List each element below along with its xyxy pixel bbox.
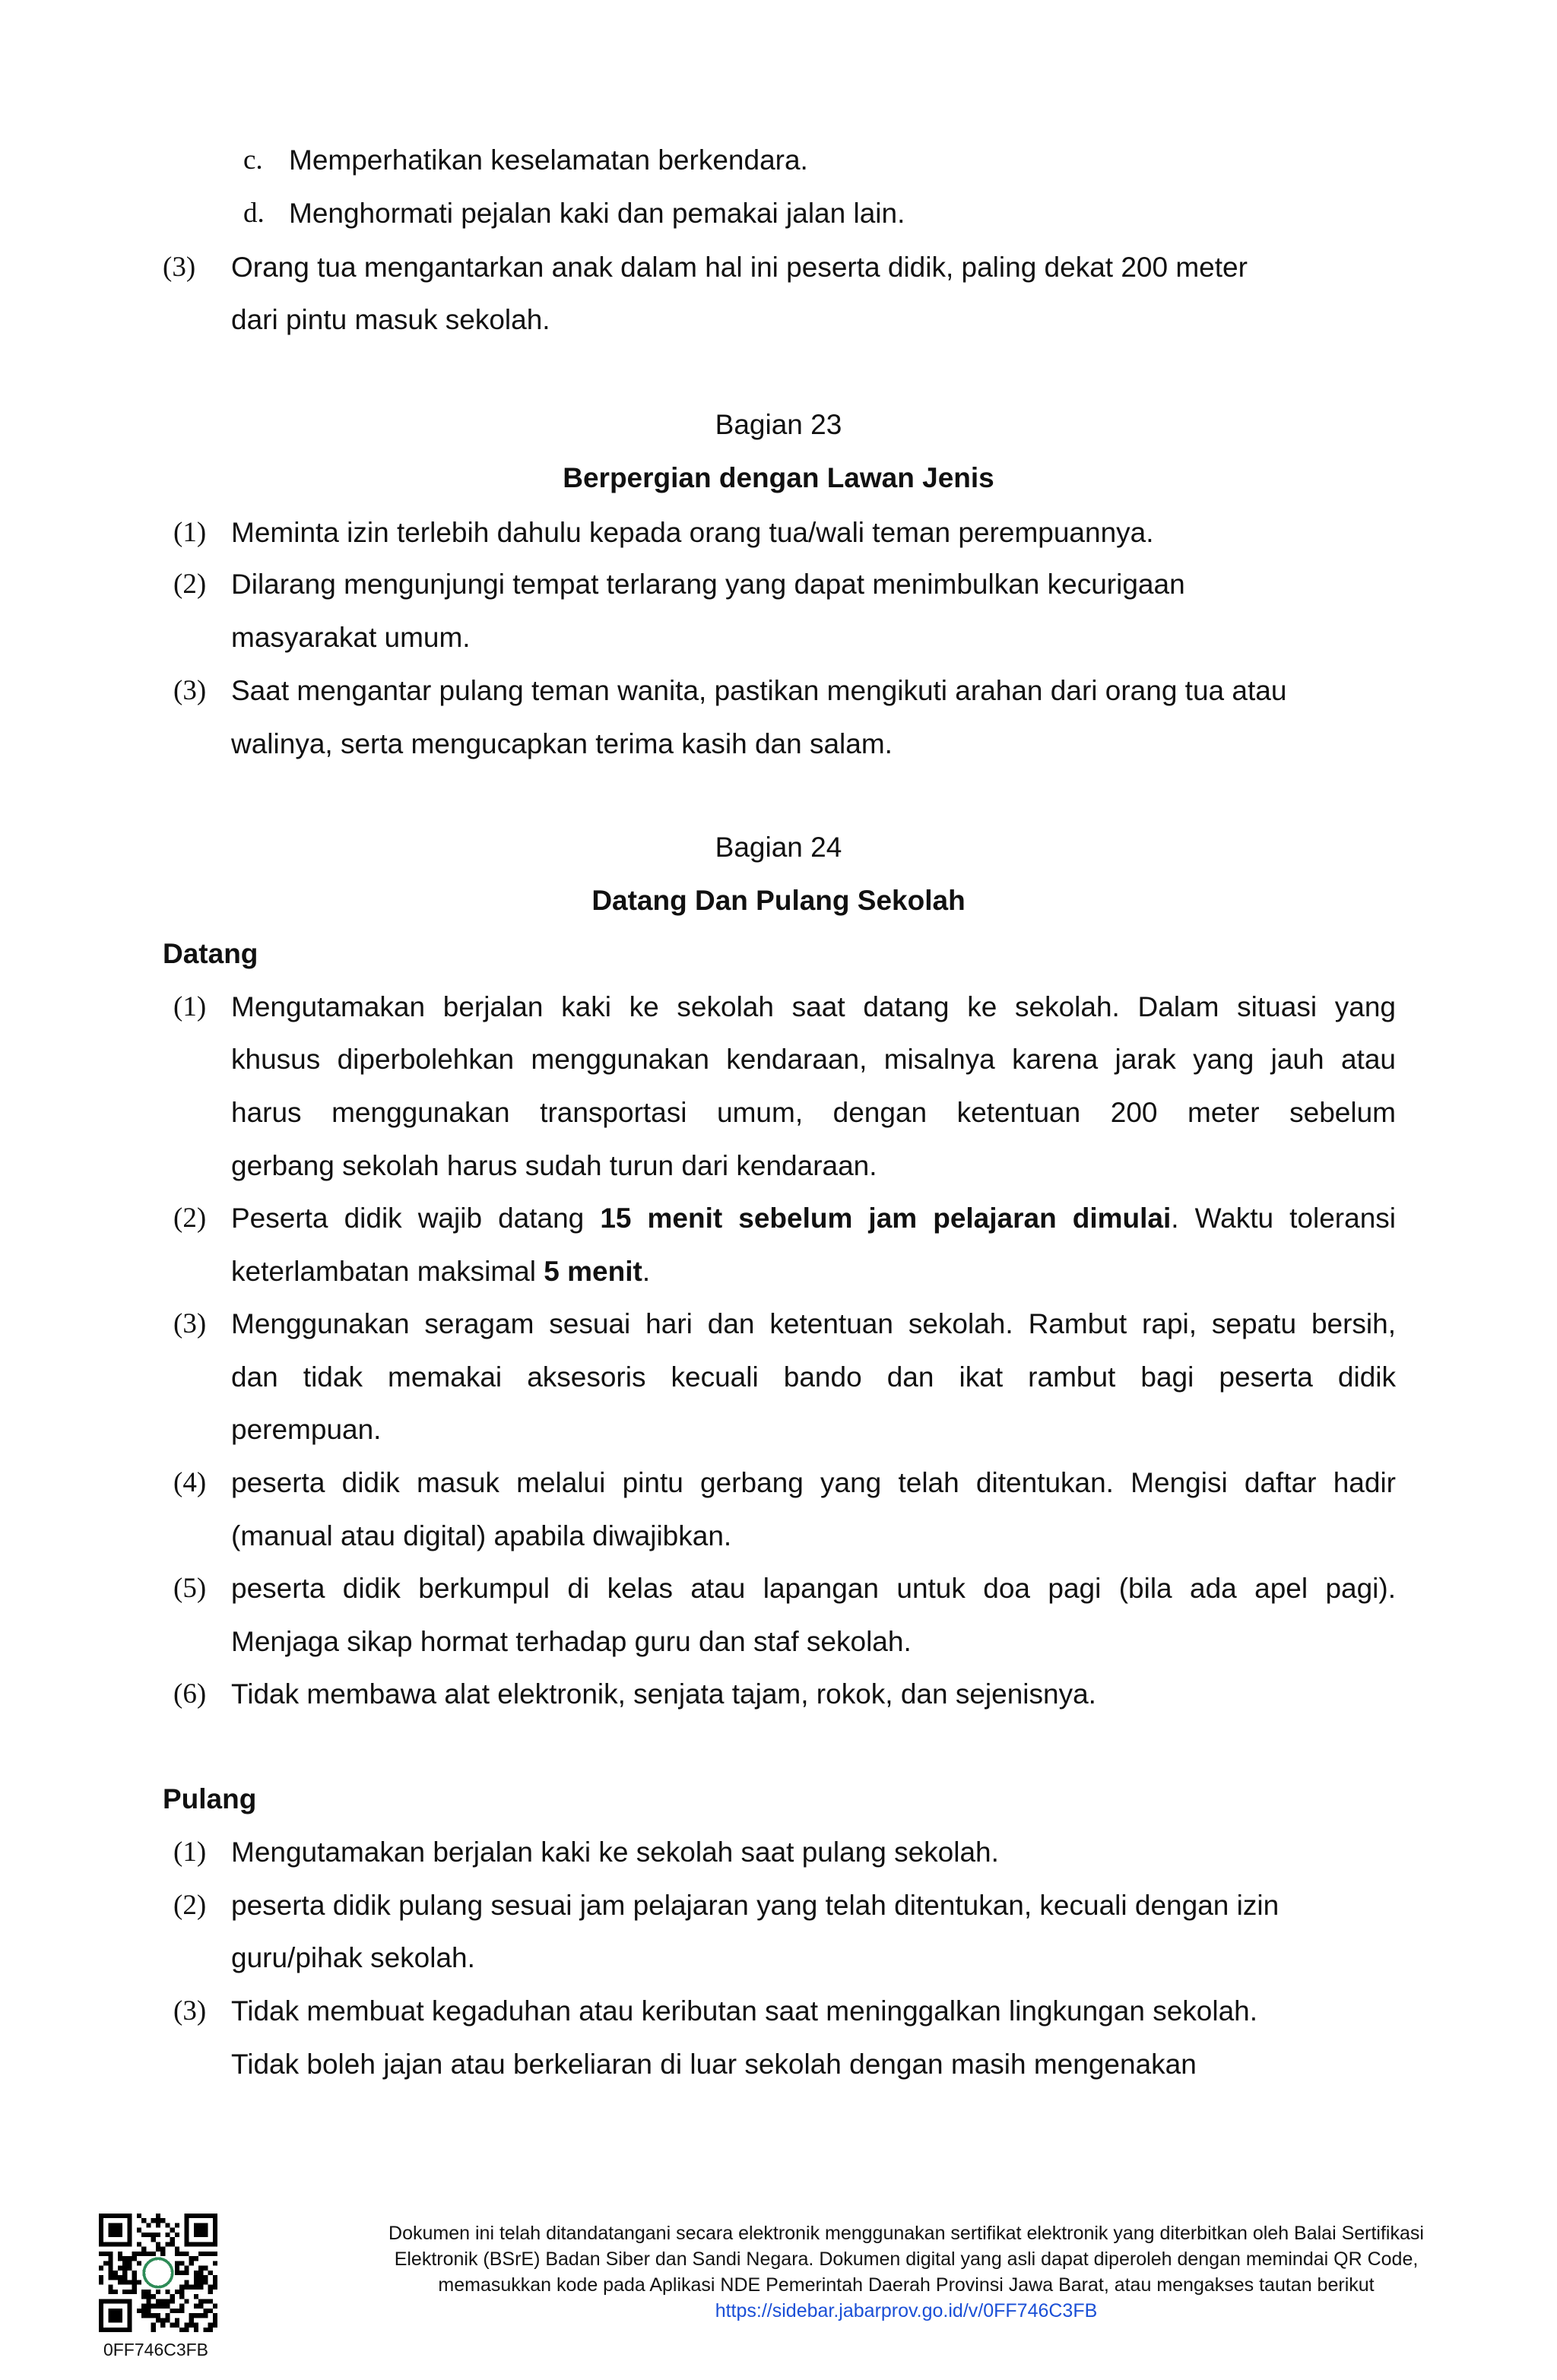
footer-notice-line: memasukkan kode pada Aplikasi NDE Pemerintah Daerah Provinsi Jawa Barat, atau mengakses tautan berikut [438, 2274, 1375, 2296]
section-title: Berpergian dengan Lawan Jenis [563, 462, 994, 493]
list-marker: (5) [173, 1573, 207, 1604]
text-span: keterlambatan maksimal [231, 1256, 544, 1287]
list-item-text: Saat mengantar pulang teman wanita, pastikan mengikuti arahan dari orang tua atau [231, 675, 1287, 706]
list-item-text: Mengutamakan berjalan kaki ke sekolah saat datang ke sekolah. Dalam situasi yang [231, 991, 1396, 1022]
footer-verification-link[interactable]: https://sidebar.jabarprov.go.id/v/0FF746C3FB [715, 2300, 1098, 2321]
list-marker: (2) [173, 1203, 207, 1234]
list-item-text: Meminta izin terlebih dahulu kepada orang tua/wali teman perempuannya. [231, 517, 1154, 548]
subsection-label: Datang [163, 938, 258, 969]
list-item-text: peserta didik pulang sesuai jam pelajaran yang telah ditentukan, kecuali dengan izin [231, 1890, 1280, 1921]
list-item-text: Menjaga sikap hormat terhadap guru dan staf sekolah. [231, 1626, 912, 1657]
section-title: Datang Dan Pulang Sekolah [591, 885, 966, 916]
list-marker: (1) [173, 1836, 207, 1868]
list-item-text: masyarakat umum. [231, 622, 471, 653]
list-item-text: Tidak membuat kegaduhan atau keributan saat meninggalkan lingkungan sekolah. [231, 1995, 1258, 2027]
list-marker: (2) [173, 1890, 207, 1921]
subsection-label: Pulang [163, 1783, 257, 1814]
list-marker: (3) [173, 675, 207, 706]
list-item-text: harus menggunakan transportasi umum, dengan ketentuan 200 meter sebelum [231, 1097, 1396, 1128]
bold-span: 15 menit sebelum jam pelajaran dimulai [600, 1203, 1172, 1234]
list-item-text: Menggunakan seragam sesuai hari dan ketentuan sekolah. Rambut rapi, sepatu bersih, [231, 1308, 1396, 1339]
footer-notice-line: Dokumen ini telah ditandatangani secara elektronik menggunakan sertifikat elektronik yang diterbitkan oleh Balai Sertifikasi [388, 2223, 1424, 2244]
list-item-text: Tidak boleh jajan atau berkeliaran di luar sekolah dengan masih mengenakan [231, 2049, 1197, 2080]
list-item-text: gerbang sekolah harus sudah turun dari kendaraan. [231, 1150, 877, 1181]
list-item-text: (manual atau digital) apabila diwajibkan. [231, 1520, 732, 1551]
list-item-text: perempuan. [231, 1414, 382, 1445]
list-item-text: khusus diperbolehkan menggunakan kendaraan, misalnya karena jarak yang jauh atau [231, 1044, 1396, 1075]
list-marker: d. [243, 198, 265, 229]
list-item-text: peserta didik berkumpul di kelas atau lapangan untuk doa pagi (bila ada apel pagi). [231, 1573, 1396, 1604]
list-marker: c. [243, 144, 263, 176]
list-item-text: Dilarang mengunjungi tempat terlarang yang dapat menimbulkan kecurigaan [231, 569, 1185, 600]
list-item-text [231, 1204, 1396, 1232]
list-item-text: dari pintu masuk sekolah. [231, 304, 550, 335]
section-heading: Bagian 23 [715, 409, 842, 440]
list-marker: (3) [173, 1308, 207, 1339]
text-span: . Waktu toleransi [1171, 1203, 1397, 1234]
list-marker: (4) [173, 1467, 207, 1498]
footer-notice-line: Elektronik (BSrE) Badan Siber dan Sandi Negara. Dokumen digital yang asli dapat diperoleh dengan memindai QR Code, [394, 2248, 1419, 2270]
list-item-text: Tidak membawa alat elektronik, senjata tajam, rokok, dan sejenisnya. [231, 1678, 1096, 1710]
list-item-text [231, 1257, 650, 1285]
qr-code-icon[interactable] [99, 2214, 217, 2332]
section-heading: Bagian 24 [715, 832, 842, 863]
text-span: Peserta didik wajib datang [231, 1203, 601, 1234]
list-item-text: Menghormati pejalan kaki dan pemakai jalan lain. [289, 198, 905, 229]
bold-span: 5 menit [544, 1256, 642, 1287]
list-item-text: Orang tua mengantarkan anak dalam hal ini peserta didik, paling dekat 200 meter [231, 252, 1248, 283]
list-item-text: walinya, serta mengucapkan terima kasih dan salam. [231, 728, 893, 759]
list-item-text: guru/pihak sekolah. [231, 1942, 475, 1973]
list-marker: (1) [173, 517, 207, 548]
qr-code-label: 0FF746C3FB [103, 2340, 209, 2359]
list-marker: (2) [173, 569, 207, 600]
list-item-text: dan tidak memakai aksesoris kecuali bando dan ikat rambut bagi peserta didik [231, 1361, 1396, 1393]
list-item-text: peserta didik masuk melalui pintu gerbang yang telah ditentukan. Mengisi daftar hadir [231, 1467, 1396, 1498]
list-item-text: Mengutamakan berjalan kaki ke sekolah saat pulang sekolah. [231, 1836, 999, 1868]
list-marker: (3) [173, 1995, 207, 2027]
list-marker: (6) [173, 1678, 207, 1710]
list-marker: (3) [163, 252, 196, 283]
list-marker: (1) [173, 991, 207, 1022]
list-item-text: Memperhatikan keselamatan berkendara. [289, 144, 808, 176]
text-span: . [642, 1256, 651, 1287]
